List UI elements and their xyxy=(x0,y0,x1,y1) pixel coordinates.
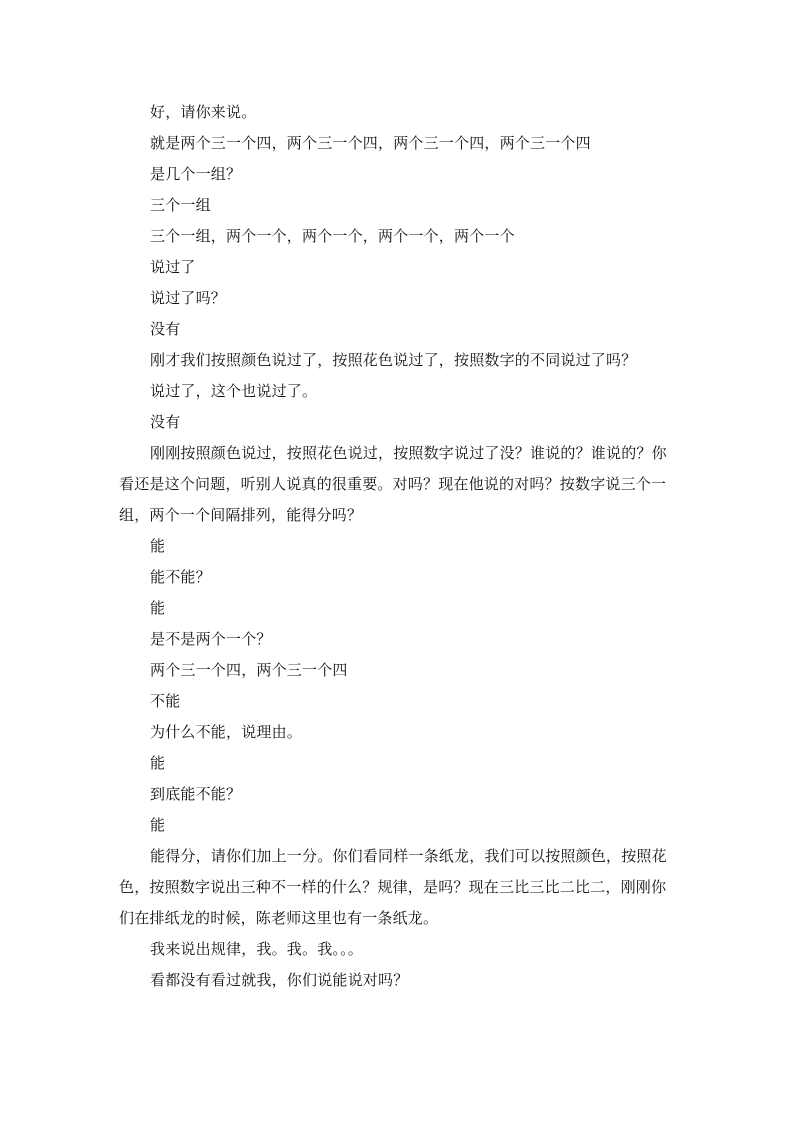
paragraph: 说过了，这个也说过了。 xyxy=(150,382,318,400)
paragraph: 两个三一个四，两个三一个四 xyxy=(150,661,348,679)
paragraph: 三个一组 xyxy=(150,196,211,214)
document-body xyxy=(119,97,675,996)
paragraph: 说过了 xyxy=(150,258,196,276)
paragraph: 到底能不能？ xyxy=(150,785,242,803)
paragraph: 没有 xyxy=(150,413,181,431)
paragraph: 是不是两个一个？ xyxy=(150,630,272,648)
paragraph: 好，请你来说。 xyxy=(150,103,257,121)
paragraph: 三个一组，两个一个，两个一个，两个一个，两个一个 xyxy=(150,227,515,245)
paragraph: 刚刚按照颜色说过，按照花色说过，按照数字说过了没？谁说的？谁说的？你看还是这个问题，听别人说真的很重要。对吗？现在他说的对吗？按数字说三个一组，两个一个间隔排列，能得分吗？ xyxy=(119,444,667,524)
paragraph: 能 xyxy=(150,599,166,617)
paragraph: 能不能？ xyxy=(150,568,211,586)
paragraph: 就是两个三一个四，两个三一个四，两个三一个四，两个三一个四 xyxy=(150,134,591,152)
paragraph: 我来说出规律，我。我。我。。。 xyxy=(150,940,364,958)
paragraph: 能得分，请你们加上一分。你们看同样一条纸龙，我们可以按照颜色，按照花色，按照数字说出三种不一样的什么？规律，是吗？现在三比三比二比二，刚刚你们在排纸龙的时候，陈老师这里也有一条纸龙。 xyxy=(119,847,667,927)
paragraph: 能 xyxy=(150,754,166,772)
paragraph: 是几个一组？ xyxy=(150,165,242,183)
paragraph: 说过了吗？ xyxy=(150,289,227,307)
paragraph: 看都没有看过就我，你们说能说对吗？ xyxy=(150,971,409,989)
paragraph: 为什么不能，说理由。 xyxy=(150,723,303,741)
paragraph: 能 xyxy=(150,816,166,834)
paragraph: 不能 xyxy=(150,692,181,710)
paragraph: 能 xyxy=(150,537,166,555)
paragraph: 刚才我们按照颜色说过了，按照花色说过了，按照数字的不同说过了吗？ xyxy=(150,351,637,369)
paragraph: 没有 xyxy=(150,320,181,338)
